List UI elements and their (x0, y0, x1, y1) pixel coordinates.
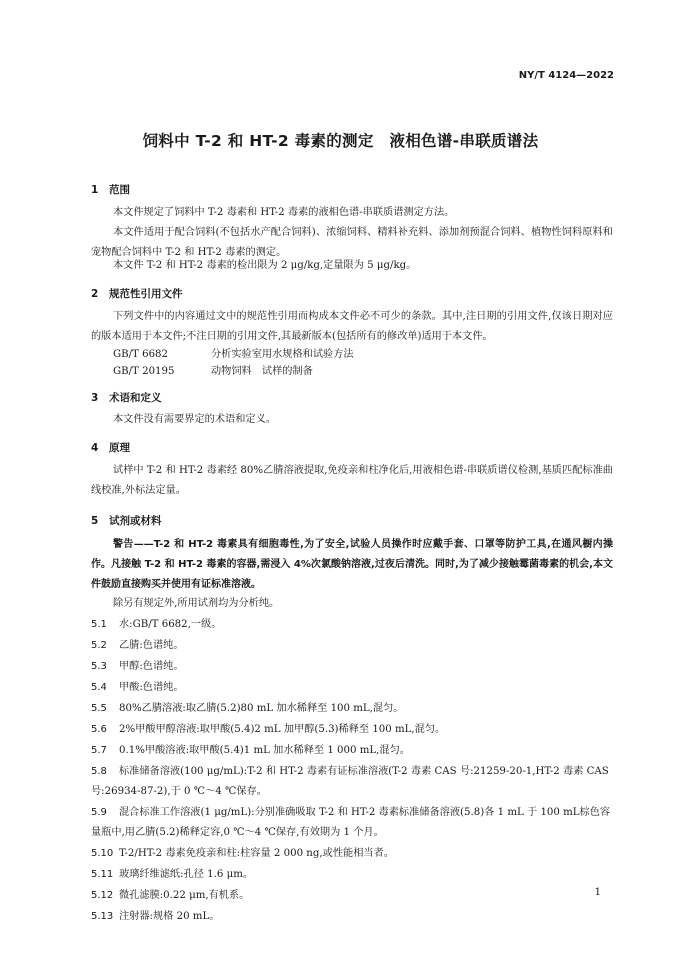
reference-code: GB/T 6682 (113, 349, 169, 360)
item-text: 标准储备溶液(100 μg/mL):T-2 和 HT-2 毒素有证标准溶液(T-2 毒素 CAS 号:21259-20-1,HT-2 毒素 CAS 号:26934-87-2),于 0 ℃～4 ℃保存。 (91, 766, 609, 797)
item-text: 微孔滤膜:0.22 μm,有机系。 (119, 890, 250, 901)
reagent-item (91, 907, 613, 927)
section-number: 2 (91, 288, 99, 300)
document-title: 饲料中 T-2 和 HT-2 毒素的测定 液相色谱-串联质谱法 (142, 132, 539, 150)
section-4-paragraph-1: 试样中 T-2 和 HT-2 毒素经 80%乙腈溶液提取,免疫亲和柱净化后,用液相色谱-串联质谱仪检测,基质匹配标准曲线校准,外标法定量。 (91, 465, 613, 496)
reagent-item (91, 762, 613, 802)
reagent-item (91, 678, 613, 698)
reagent-item (91, 615, 613, 635)
section-5-heading (91, 513, 162, 528)
reagent-item (91, 636, 613, 656)
reagent-item (91, 657, 613, 677)
item-number: 5.11 (91, 869, 114, 880)
reagent-item (91, 865, 613, 885)
section-number: 1 (91, 184, 99, 196)
item-number: 5.12 (91, 890, 114, 901)
page-number: 1 (594, 887, 601, 898)
item-text: 混合标准工作溶液(1 μg/mL):分别准确吸取 T-2 和 HT-2 毒素标准储备溶液(5.8)各 1 mL 于 100 mL棕色容量瓶中,用乙腈(5.2)稀释定容,0 ℃～4 ℃保存,有效期为 1 个月。 (91, 807, 611, 838)
section-title: 试剂或材料 (109, 515, 162, 527)
section-3-paragraph-1: 本文件没有需要界定的术语和定义。 (113, 414, 276, 425)
item-text: 玻璃纤维滤纸:孔径 1.6 μm。 (119, 869, 254, 880)
section-1-heading (91, 182, 130, 197)
reference-name: 分析实验室用水规格和试验方法 (211, 349, 354, 360)
section-1-paragraph-2: 本文件适用于配合饲料(不包括水产配合饲料)、浓缩饲料、精料补充料、添加剂预混合饲料、植物性饲料原料和宠物配合饲料中 T-2 和 HT-2 毒素的测定。 (91, 227, 613, 258)
reagent-item (91, 844, 613, 864)
item-text: 甲醇:色谱纯。 (119, 661, 184, 672)
section-2-paragraph-1: 下列文件中的内容通过文中的规范性引用而构成本文件必不可少的条款。其中,注日期的引用文件,仅该日期对应的版本适用于本文件;不注日期的引用文件,其最新版本(包括所有的修改单)适用于本文件。 (91, 311, 613, 342)
reagent-item (91, 720, 613, 740)
item-text: 乙腈:色谱纯。 (119, 640, 184, 651)
reagent-item (91, 741, 613, 761)
section-4-heading (91, 440, 130, 455)
section-number: 4 (91, 442, 99, 454)
section-number: 3 (91, 392, 99, 404)
item-text: 80%乙腈溶液:取乙腈(5.2)80 mL 加水稀释至 100 mL,混匀。 (119, 703, 404, 714)
section-1-paragraph-3: 本文件 T-2 和 HT-2 毒素的检出限为 2 μg/kg,定量限为 5 μg/kg。 (113, 260, 417, 271)
item-number: 5.4 (91, 682, 107, 693)
item-number: 5.13 (91, 911, 114, 922)
section-title: 原理 (109, 442, 130, 454)
section-3-heading (91, 390, 162, 405)
item-number: 5.2 (91, 640, 107, 651)
section-1-paragraph-1: 本文件规定了饲料中 T-2 毒素和 HT-2 毒素的液相色谱-串联质谱测定方法。 (113, 207, 455, 218)
item-number: 5.1 (91, 619, 107, 630)
item-number: 5.9 (91, 807, 107, 818)
item-text: 0.1%甲酸溶液:取甲酸(5.4)1 mL 加水稀释至 1 000 mL,混匀。 (119, 745, 410, 756)
reference-item (113, 362, 313, 377)
section-title: 范围 (109, 184, 130, 196)
item-number: 5.8 (91, 766, 107, 777)
item-text: 甲酸:色谱纯。 (119, 682, 184, 693)
reagent-intro: 除另有规定外,所用试剂均为分析纯。 (113, 598, 280, 609)
item-number: 5.7 (91, 745, 107, 756)
item-number: 5.3 (91, 661, 107, 672)
item-text: 水:GB/T 6682,一级。 (119, 619, 222, 630)
item-number: 5.6 (91, 724, 107, 735)
safety-warning: 警告——T-2 和 HT-2 毒素具有细胞毒性,为了安全,试验人员操作时应戴手套、口罩等防护工具,在通风橱内操作。凡接触 T-2 和 HT-2 毒素的容器,需浸入 4%次氯酸钠溶液,过夜后清洗。同时,为了减少接触霉菌毒素的机会,本文件鼓励直接购买并使用有证标准溶液。 (91, 539, 613, 590)
reagent-item (91, 803, 613, 843)
item-number: 5.5 (91, 703, 107, 714)
reference-name: 动物饲料 试样的制备 (211, 366, 313, 377)
section-title: 规范性引用文件 (109, 288, 183, 300)
reagent-item (91, 886, 613, 906)
reagent-item (91, 699, 613, 719)
standard-code: NY/T 4124—2022 (518, 70, 614, 81)
section-2-heading (91, 286, 183, 301)
item-text: T-2/HT-2 毒素免疫亲和柱:柱容量 2 000 ng,或性能相当者。 (119, 848, 394, 859)
reference-item (113, 345, 354, 360)
item-text: 2%甲酸甲醇溶液:取甲酸(5.4)2 mL 加甲醇(5.3)稀释至 100 mL,混匀。 (119, 724, 446, 735)
item-text: 注射器:规格 20 mL。 (119, 911, 220, 922)
reference-code: GB/T 20195 (113, 366, 175, 377)
item-number: 5.10 (91, 848, 114, 859)
section-title: 术语和定义 (109, 392, 162, 404)
section-number: 5 (91, 515, 99, 527)
